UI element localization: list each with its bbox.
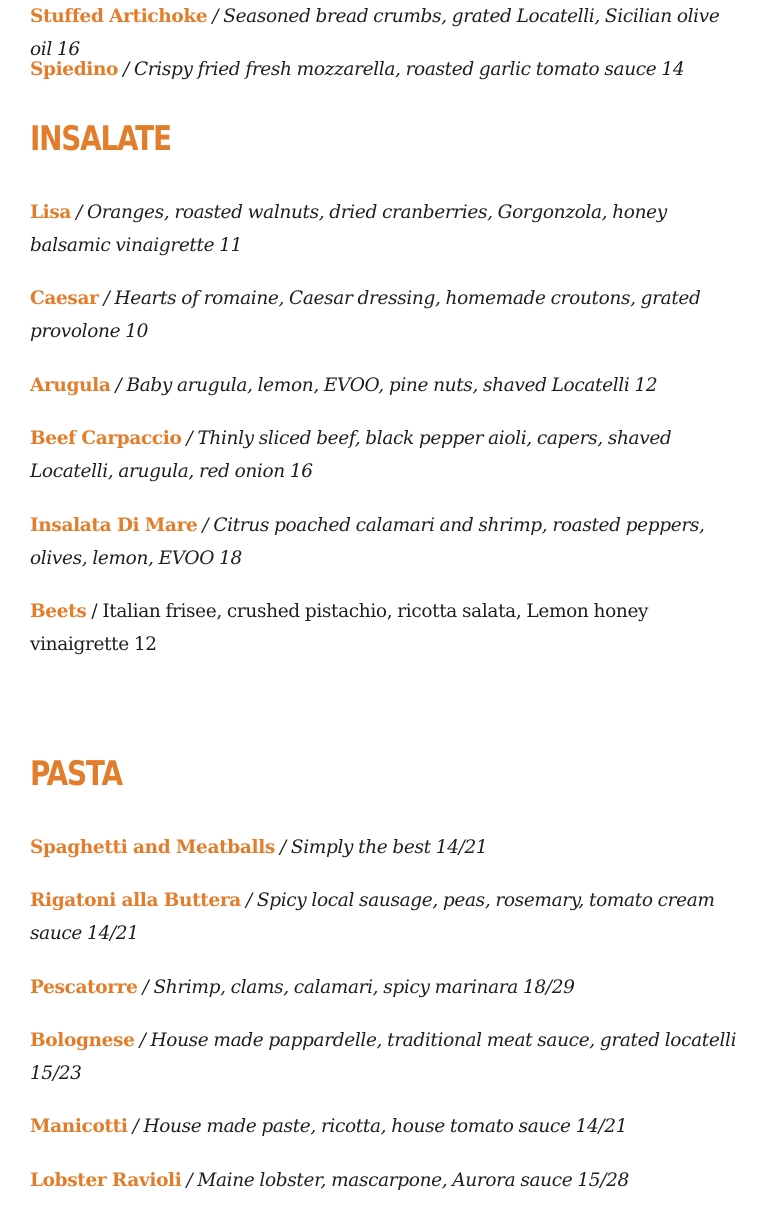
item-description: / Oranges, roasted walnuts, dried cranberries, Gorgonzola, honey balsamic vinaigrette 11 xyxy=(30,202,667,256)
menu-item-pescatorre xyxy=(30,971,575,1004)
menu-item-bolognese xyxy=(30,1024,742,1090)
menu-item-caesar xyxy=(30,282,742,348)
item-name: Arugula xyxy=(30,375,111,396)
item-description: / Thinly sliced beef, black pepper aioli, capers, shaved Locatelli, arugula, red onion 16 xyxy=(30,428,672,482)
item-name: Rigatoni alla Buttera xyxy=(30,890,241,911)
item-description: / Crispy fried fresh mozzarella, roasted garlic tomato sauce 14 xyxy=(123,59,685,80)
item-description: / Simply the best 14/21 xyxy=(279,837,488,858)
menu-item-spaghetti-and-meatballs xyxy=(30,831,487,864)
item-description: / House made pappardelle, traditional meat sauce, grated locatelli 15/23 xyxy=(30,1030,737,1084)
menu-item-arugula xyxy=(30,369,657,402)
item-description: / House made paste, ricotta, house tomato sauce 14/21 xyxy=(132,1116,628,1137)
menu-item-beets xyxy=(30,595,742,661)
menu-item-spiedino xyxy=(30,53,684,86)
item-name: Spaghetti and Meatballs xyxy=(30,837,275,858)
menu-item-lobster-ravioli xyxy=(30,1164,629,1197)
item-name: Beets xyxy=(30,601,87,622)
item-name: Insalata Di Mare xyxy=(30,515,198,536)
menu-item-manicotti xyxy=(30,1110,627,1143)
item-description: / Seasoned bread crumbs, grated Locatelli, Sicilian olive oil 16 xyxy=(30,6,720,60)
item-name: Bolognese xyxy=(30,1030,135,1051)
item-name: Lisa xyxy=(30,202,72,223)
item-description: / Shrimp, clams, calamari, spicy marinara 18/29 xyxy=(142,977,575,998)
menu-item-insalata-di-mare xyxy=(30,509,742,575)
menu-item-lisa xyxy=(30,196,742,262)
item-name: Stuffed Artichoke xyxy=(30,6,208,27)
item-name: Pescatorre xyxy=(30,977,138,998)
item-name: Manicotti xyxy=(30,1116,128,1137)
item-description: / Italian frisee, crushed pistachio, ricotta salata, Lemon honey vinaigrette 12 xyxy=(30,601,649,655)
item-description: / Maine lobster, mascarpone, Aurora sauce 15/28 xyxy=(186,1170,629,1191)
item-description: / Baby arugula, lemon, EVOO, pine nuts, shaved Locatelli 12 xyxy=(115,375,658,396)
item-name: Lobster Ravioli xyxy=(30,1170,182,1191)
menu-item-beef-carpaccio xyxy=(30,422,742,488)
item-name: Caesar xyxy=(30,288,99,309)
section-heading-pasta: PASTA xyxy=(30,754,122,794)
item-description: / Citrus poached calamari and shrimp, roasted peppers, olives, lemon, EVOO 18 xyxy=(30,515,705,569)
item-name: Beef Carpaccio xyxy=(30,428,182,449)
item-description: / Spicy local sausage, peas, rosemary, tomato cream sauce 14/21 xyxy=(30,890,715,944)
section-heading-insalate: INSALATE xyxy=(30,119,171,159)
item-description: / Hearts of romaine, Caesar dressing, homemade croutons, grated provolone 10 xyxy=(30,288,701,342)
item-name: Spiedino xyxy=(30,59,119,80)
menu-item-rigatoni-alla-buttera xyxy=(30,884,742,950)
